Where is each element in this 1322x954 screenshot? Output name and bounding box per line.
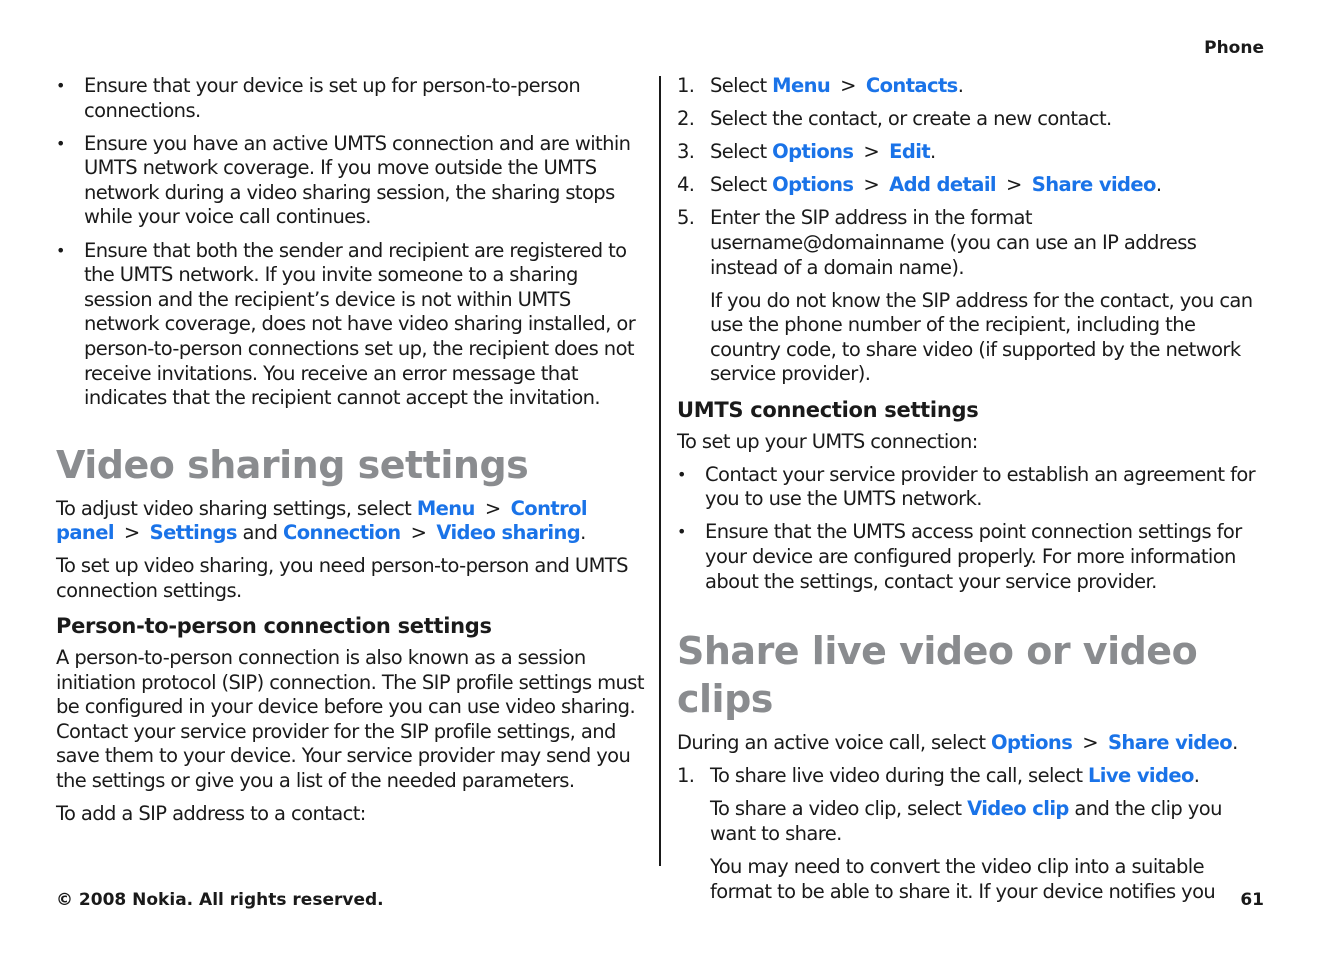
step-note xyxy=(677,797,1267,846)
left-column xyxy=(56,74,646,835)
link-share-video[interactable]: Share video xyxy=(1107,731,1233,755)
link-video-clip[interactable]: Video clip xyxy=(967,797,1069,821)
list-item: • Contact your service provider to establish an agreement for you to use the UMTS network. xyxy=(677,463,1267,512)
link-share-video[interactable]: Share video xyxy=(1031,173,1156,197)
link-control-panel[interactable]: Control panel xyxy=(56,496,588,545)
link-video-sharing[interactable]: Video sharing xyxy=(436,521,581,545)
page-number: 61 xyxy=(1240,890,1264,910)
list-item xyxy=(677,764,1267,789)
separator: > xyxy=(863,140,880,164)
step-note: You may need to convert the video clip into a suitable format to be able to share it. If your device notifies you xyxy=(710,854,1216,903)
paragraph: To set up your UMTS connection: xyxy=(677,429,978,453)
separator: > xyxy=(484,496,501,520)
link-options[interactable]: Options xyxy=(990,731,1073,755)
separator: > xyxy=(1082,731,1098,755)
separator: > xyxy=(410,521,427,545)
list-item: • Ensure that both the sender and recipient are registered to the UMTS network. If you invite someone to a sharing session and the recipient’s device is not within UMTS network coverage, does not have video sharing installed, or person-to-person connections set up, the recipient does not receive invitations. You receive an error message that indicates that the recipient cannot accept the invitation. xyxy=(56,239,646,411)
column-divider xyxy=(659,76,661,866)
paragraph: To set up video sharing, you need person-to-person and UMTS connection settings. xyxy=(56,554,628,602)
link-connection[interactable]: Connection xyxy=(283,521,401,545)
link-settings[interactable]: Settings xyxy=(149,521,237,545)
list-item: • Ensure that the UMTS access point connection settings for your device are configured properly. For more information about the settings, contact your service provider. xyxy=(677,520,1267,594)
list-item: • Ensure you have an active UMTS connection and are within UMTS network coverage. If you move outside the UMTS network during a video sharing session, the sharing stops while your voice call continues. xyxy=(56,132,646,230)
period: . xyxy=(930,140,936,164)
separator: > xyxy=(1006,173,1022,197)
period: . xyxy=(957,74,964,97)
intro-text: During an active voice call, select xyxy=(677,731,986,755)
link-edit[interactable]: Edit xyxy=(889,140,931,164)
link-options[interactable]: Options xyxy=(772,173,854,197)
select-text: Select xyxy=(710,173,767,197)
link-add-detail[interactable]: Add detail xyxy=(889,173,996,197)
select-text: Select xyxy=(710,74,767,97)
step-number: 2. xyxy=(677,107,695,131)
step-number: 1. xyxy=(677,74,695,97)
copyright: © 2008 Nokia. All rights reserved. xyxy=(56,890,384,910)
heading-share-live-video: Share live video or video clips xyxy=(677,629,1198,722)
heading-p2p-settings: Person-to-person connection settings xyxy=(56,614,492,639)
list-item xyxy=(677,173,1267,198)
period: . xyxy=(580,521,586,545)
period: . xyxy=(1193,764,1200,788)
step-number: 3. xyxy=(677,140,695,164)
heading-video-sharing-settings: Video sharing settings xyxy=(56,442,529,487)
step-text: Select the contact, or create a new contact. xyxy=(710,107,1112,131)
settings-path-paragraph xyxy=(56,497,646,546)
link-menu[interactable]: Menu xyxy=(416,496,475,520)
period: . xyxy=(1155,173,1162,197)
umts-list xyxy=(677,463,1267,594)
step-note: If you do not know the SIP address for the contact, you can use the phone number of the recipient, including the country code, to share video (if supported by the network service provider). xyxy=(710,288,1253,386)
list-item xyxy=(677,140,1267,165)
right-column xyxy=(677,74,1267,913)
step-number: 1. xyxy=(677,764,695,788)
paragraph: A person-to-person connection is also known as a session initiation protocol (SIP) connection. The SIP profile settings must be configured in your device before you can use video sharing. Contact your service provider for the SIP profile settings, and save them to your device. Your service provider may send you the settings or give you a list of the needed parameters. xyxy=(56,646,644,793)
separator: > xyxy=(123,521,140,545)
clip-text: To share a video clip, select xyxy=(710,797,962,821)
separator: > xyxy=(863,173,880,197)
share-steps-list xyxy=(677,764,1267,789)
period: . xyxy=(1232,731,1238,755)
list-item xyxy=(677,107,1267,132)
step-number: 5. xyxy=(677,206,695,230)
intro-text: To adjust video sharing settings, select xyxy=(56,496,412,520)
list-item xyxy=(677,74,1267,99)
section-title: Phone xyxy=(1204,38,1264,58)
list-item: • Ensure that your device is set up for person-to-person connections. xyxy=(56,74,646,123)
sip-steps-list xyxy=(677,74,1267,280)
step-text: Enter the SIP address in the format username@domainname (you can use an IP address instead of a domain name). xyxy=(710,206,1197,279)
separator: > xyxy=(840,74,856,97)
step-number: 4. xyxy=(677,173,695,197)
and-text: and xyxy=(242,521,278,545)
requirements-list xyxy=(56,74,646,411)
link-live-video[interactable]: Live video xyxy=(1087,764,1194,788)
heading-umts-settings: UMTS connection settings xyxy=(677,397,979,422)
link-options[interactable]: Options xyxy=(772,140,854,164)
share-path-paragraph xyxy=(677,731,1267,756)
paragraph: To add a SIP address to a contact: xyxy=(56,802,366,826)
select-text: Select xyxy=(710,140,767,164)
clip-suffix-text: and the clip you want to share. xyxy=(710,797,1222,845)
link-menu[interactable]: Menu xyxy=(772,74,831,97)
list-item xyxy=(677,206,1267,280)
step-text: To share live video during the call, select xyxy=(710,764,1083,788)
link-contacts[interactable]: Contacts xyxy=(865,74,958,97)
